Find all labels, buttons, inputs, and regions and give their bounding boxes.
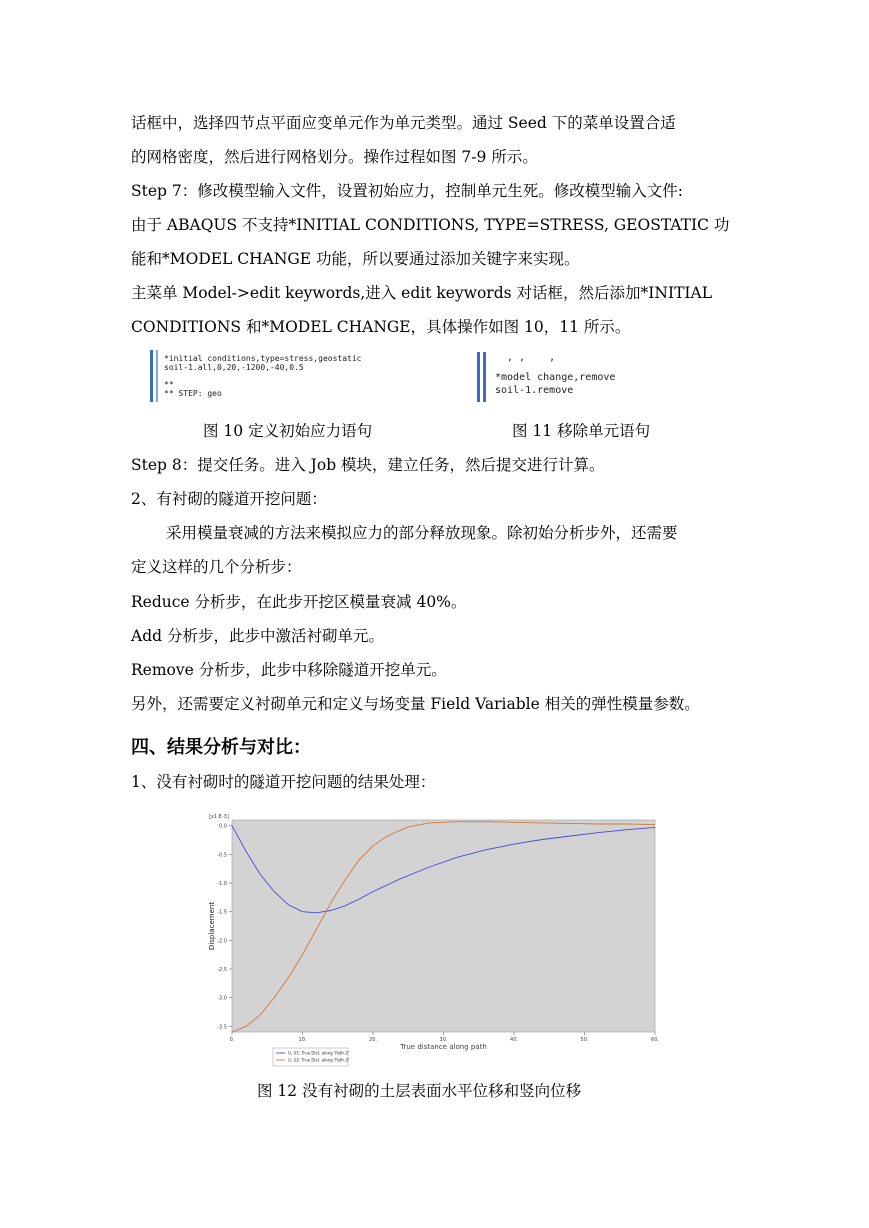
x-tick-label: 20. bbox=[369, 1037, 377, 1043]
paragraph-line: Step 7：修改模型输入文件，设置初始应力，控制单元生死。修改模型输入文件: bbox=[131, 182, 683, 200]
displacement-chart bbox=[205, 812, 665, 1074]
editor-gutter-bar bbox=[156, 350, 158, 402]
x-tick-label: 0. bbox=[229, 1037, 235, 1043]
paragraph-line: 由于 ABAQUS 不支持*INITIAL CONDITIONS, TYPE=STRESS, GEOSTATIC 功 bbox=[131, 216, 730, 234]
figure-11-code-snippet bbox=[477, 352, 657, 404]
legend-entry: U, U2: True Dist. along 'Path-3' bbox=[288, 1057, 350, 1063]
y-axis-label: Displacement bbox=[208, 901, 216, 951]
editor-gutter-bar bbox=[483, 352, 486, 402]
x-axis-label: True distance along path bbox=[400, 1043, 487, 1051]
figure-10-code-snippet bbox=[150, 350, 380, 404]
y-tick-label: -1.0 bbox=[217, 881, 227, 888]
y-tick-label: -0.5 bbox=[217, 852, 227, 859]
figure-11-caption: 图 11 移除单元语句 bbox=[512, 422, 651, 440]
legend-entry: U, U1: True Dist. along 'Path-2' bbox=[288, 1050, 350, 1056]
figure-12-caption: 图 12 没有衬砌的土层表面水平位移和竖向位移 bbox=[257, 1082, 582, 1100]
paragraph-line: 采用模量衰减的方法来模拟应力的部分释放现象。除初始分析步外，还需要 bbox=[166, 524, 678, 542]
y-tick-label: -3.0 bbox=[217, 995, 227, 1002]
code-line: ** STEP: geo bbox=[164, 389, 222, 398]
section-heading: 四、结果分析与对比： bbox=[131, 737, 311, 758]
paragraph-line: 2、有衬砌的隧道开挖问题： bbox=[131, 490, 327, 508]
y-tick-label: -3.5 bbox=[217, 1024, 227, 1031]
paragraph-line: 主菜单 Model->edit keywords,进入 edit keywords 对话框，然后添加*INITIAL bbox=[131, 284, 713, 302]
paragraph-line: Reduce 分析步，在此步开挖区模量衰减 40%。 bbox=[131, 593, 467, 611]
x-tick-label: 40. bbox=[510, 1037, 518, 1043]
paragraph-line: 1、没有衬砌时的隧道开挖问题的结果处理： bbox=[131, 773, 436, 791]
paragraph-line: 能和*MODEL CHANGE 功能，所以要通过添加关键字来实现。 bbox=[131, 250, 580, 268]
figure-10-caption: 图 10 定义初始应力语句 bbox=[203, 422, 373, 440]
paragraph-line: 另外，还需要定义衬砌单元和定义与场变量 Field Variable 相关的弹性模量参数。 bbox=[131, 695, 700, 713]
code-line: , , , bbox=[507, 352, 556, 363]
y-tick-label: 0.0 bbox=[219, 823, 227, 830]
editor-gutter-bar bbox=[150, 350, 153, 402]
paragraph-line: 定义这样的几个分析步： bbox=[131, 558, 302, 576]
x-tick-label: 10. bbox=[298, 1037, 307, 1043]
code-line: ** bbox=[164, 380, 174, 389]
x-tick-label: 60. bbox=[651, 1037, 659, 1043]
code-line: soil-1.all,0,20,-1200,-40,0.5 bbox=[164, 363, 304, 372]
y-scale-label: [x1.E-3] bbox=[209, 814, 229, 820]
paragraph-line: Add 分析步，此步中激活衬砌单元。 bbox=[131, 627, 384, 645]
code-line: *model change,remove bbox=[495, 372, 616, 383]
editor-gutter-bar bbox=[477, 352, 480, 402]
plot-area bbox=[232, 820, 655, 1032]
code-line: *initial conditions,type=stress,geostatic bbox=[164, 354, 362, 363]
paragraph-line: Step 8：提交任务。进入 Job 模块，建立任务，然后提交进行计算。 bbox=[131, 456, 605, 474]
paragraph-line: Remove 分析步，此步中移除隧道开挖单元。 bbox=[131, 661, 447, 679]
paragraph-line: 话框中，选择四节点平面应变单元作为单元类型。通过 Seed 下的菜单设置合适 bbox=[131, 114, 676, 132]
x-tick-label: 50. bbox=[580, 1037, 589, 1043]
displacement-chart-svg bbox=[205, 812, 665, 1074]
paragraph-line: 的网格密度，然后进行网格划分。操作过程如图 7-9 所示。 bbox=[131, 148, 538, 166]
paragraph-line: CONDITIONS 和*MODEL CHANGE，具体操作如图 10，11 所示。 bbox=[131, 318, 631, 336]
y-tick-label: -1.5 bbox=[217, 909, 227, 916]
x-tick-label: 30. bbox=[439, 1037, 448, 1043]
y-tick-label: -2.0 bbox=[217, 938, 227, 945]
y-tick-label: -2.5 bbox=[217, 966, 227, 973]
code-line: soil-1.remove bbox=[495, 385, 574, 396]
